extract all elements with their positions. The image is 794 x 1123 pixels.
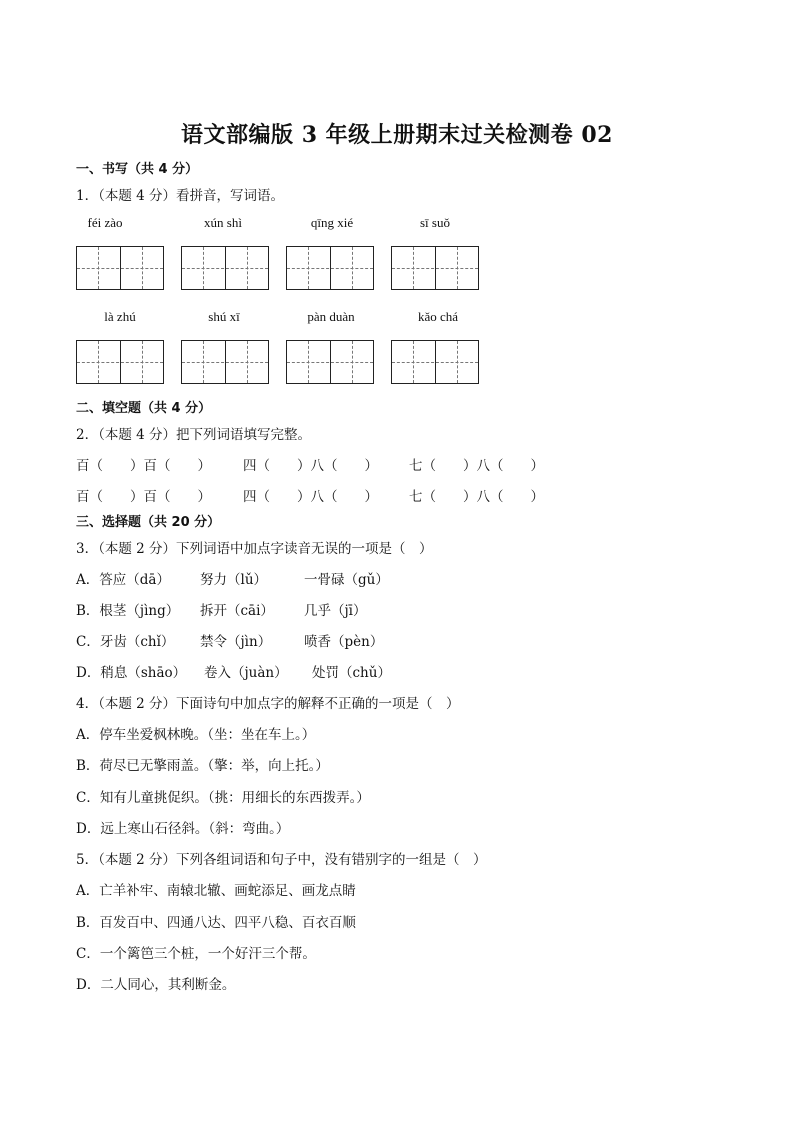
fill-blank-item[interactable]: 四（ ）八（ ） xyxy=(243,458,378,474)
option-c[interactable] xyxy=(76,630,383,650)
tianzige-answer-box[interactable] xyxy=(391,340,479,384)
option-a[interactable]: A．停车坐爱枫林晚。（坐：坐在车上。） xyxy=(76,727,316,743)
option-word: 喷香（pèn） xyxy=(304,634,384,650)
tianzige-answer-box[interactable] xyxy=(286,340,374,384)
option-word: 努力（lǔ） xyxy=(200,572,268,588)
option-word: 几乎（jī） xyxy=(304,603,367,619)
option-d[interactable]: D．二人同心，其利断金。 xyxy=(76,977,236,993)
tianzige-answer-box[interactable] xyxy=(181,340,269,384)
option-b[interactable]: B．荷尽已无擎雨盖。（擎：举，向上托。） xyxy=(76,758,329,774)
pinyin-label: féi zào xyxy=(87,215,123,230)
fill-blank-item[interactable]: 七（ ）八（ ） xyxy=(409,489,544,505)
option-c[interactable]: C．一个篱笆三个桩，一个好汗三个帮。 xyxy=(76,946,316,962)
option-b[interactable]: B．百发百中、四通八达、四平八稳、百衣百顺 xyxy=(76,915,356,931)
pinyin-label: là zhú xyxy=(104,309,136,324)
tianzige-answer-box[interactable] xyxy=(286,246,374,290)
pinyin-label: xún shì xyxy=(204,215,242,230)
section-heading-fill-in: 二、填空题（共 4 分） xyxy=(76,401,212,416)
pinyin-label: pàn duàn xyxy=(307,309,355,324)
tianzige-answer-box[interactable] xyxy=(76,340,164,384)
option-a[interactable]: A．亡羊补牢、南辕北辙、画蛇添足、画龙点睛 xyxy=(76,883,356,899)
page-title: 语文部编版 3 年级上册期末过关检测卷 02 xyxy=(181,122,613,148)
option-word: D．稍息（shāo） xyxy=(76,665,187,681)
option-word: 禁令（jìn） xyxy=(200,634,272,650)
fill-blank-item[interactable]: 百（ ）百（ ） xyxy=(76,458,211,474)
question-4-stem: 4．（本题 2 分）下面诗句中加点字的解释不正确的一项是（ ） xyxy=(76,696,460,712)
fill-blank-item[interactable]: 百（ ）百（ ） xyxy=(76,489,211,505)
option-word: 处罚（chǔ） xyxy=(312,665,391,681)
pinyin-label: sī suǒ xyxy=(420,215,450,230)
pinyin-label: qīng xié xyxy=(310,215,354,230)
option-d[interactable] xyxy=(76,661,391,681)
fill-blank-item[interactable]: 七（ ）八（ ） xyxy=(409,458,544,474)
question-3-stem: 3．（本题 2 分）下列词语中加点字读音无误的一项是（ ） xyxy=(76,541,433,557)
section-heading-writing: 一、书写（共 4 分） xyxy=(76,162,199,177)
option-d[interactable]: D．远上寒山石径斜。（斜：弯曲。） xyxy=(76,821,290,837)
option-word: A．答应（dā） xyxy=(76,572,170,588)
section-heading-multiple-choice: 三、选择题（共 20 分） xyxy=(76,515,221,530)
fill-blank-item[interactable]: 四（ ）八（ ） xyxy=(243,489,378,505)
pinyin-label: shú xī xyxy=(208,309,240,324)
option-word: C．牙齿（chǐ） xyxy=(76,634,175,650)
option-word: 拆开（cāi） xyxy=(200,603,274,619)
question-1-stem: 1．（本题 4 分）看拼音，写词语。 xyxy=(76,188,285,204)
option-a[interactable] xyxy=(76,568,389,588)
option-b[interactable] xyxy=(76,599,367,619)
option-word: 一骨碌（gǔ） xyxy=(304,572,389,588)
question-2-stem: 2．（本题 4 分）把下列词语填写完整。 xyxy=(76,427,312,443)
option-word: 卷入（juàn） xyxy=(204,665,288,681)
tianzige-answer-box[interactable] xyxy=(76,246,164,290)
tianzige-answer-box[interactable] xyxy=(181,246,269,290)
tianzige-answer-box[interactable] xyxy=(391,246,479,290)
question-5-stem: 5．（本题 2 分）下列各组词语和句子中，没有错别字的一组是（ ） xyxy=(76,852,487,868)
option-word: B．根茎（jìng） xyxy=(76,603,180,619)
pinyin-label: kǎo chá xyxy=(417,309,459,324)
option-c[interactable]: C．知有儿童挑促织。（挑：用细长的东西拨弄。） xyxy=(76,790,370,806)
